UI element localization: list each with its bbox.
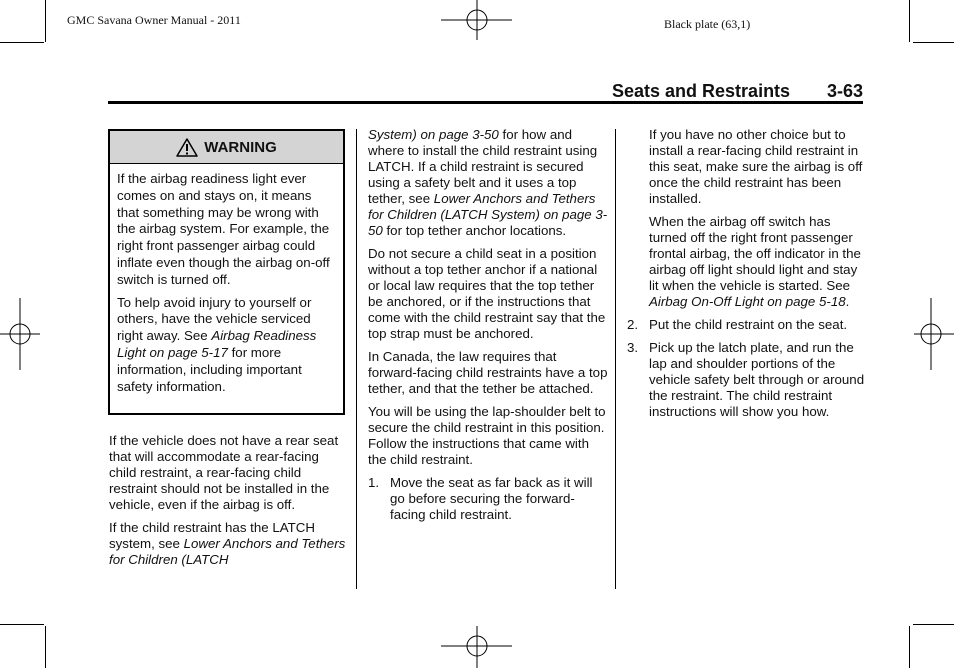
column-divider-1 (356, 129, 357, 589)
column-1 (109, 433, 349, 575)
step-2 (627, 317, 867, 333)
col1-reference-link[interactable]: Lower Anchors and Tethers for Children (LATCH (109, 536, 346, 567)
col1-paragraph-1: If the vehicle does not have a rear seat that will accommodate a rear-facing child restraint, a rear-facing child restraint should not be installed in the vehicle, even if the airbag is off. (109, 433, 339, 512)
col2-paragraph-3: In Canada, the law requires that forward-facing child restraints have a top tether, and that the tether be attached. (368, 349, 608, 396)
warning-reference-link[interactable]: Airbag Readiness Light on page 5-17 (117, 328, 317, 360)
page-number: 3-63 (827, 81, 864, 101)
col2-reference-link-2[interactable]: Lower Anchors and Tethers for Children (LATCH System) on page 3-50 (368, 191, 608, 238)
step-1-text: Move the seat as far back as it will go before securing the forward-facing child restraint. (390, 475, 593, 522)
warning-box (108, 129, 345, 415)
plate-number: Black plate (63,1) (664, 17, 751, 31)
warning-triangle-icon (176, 138, 198, 157)
col2-reference-link-1[interactable]: System) on page 3-50 (368, 127, 499, 142)
step-1 (368, 475, 608, 523)
header-rule (108, 101, 863, 104)
step-1-number: 1. (368, 475, 380, 490)
step-3-text: Pick up the latch plate, and run the lap and shoulder portions of the vehicle safety belt through or around the restraint. The child restraint instructions will show you how. (649, 340, 865, 419)
warning-header (110, 131, 343, 164)
step-3 (627, 340, 867, 420)
col2-paragraph-4: You will be using the lap-shoulder belt to secure the child restraint in this position. Follow the instructions that came with the child restraint. (368, 404, 606, 467)
col1-paragraph-2: If the child restraint has the LATCH system, see Lower Anchors and Tethers for Children (LATCH (109, 520, 346, 567)
plate-title: GMC Savana Owner Manual - 2011 (67, 13, 241, 27)
section-title: Seats and Restraints (612, 81, 791, 101)
col2-paragraph-1: System) on page 3-50 for how and where to install the child restraint using LATCH. If a child restraint is secured using a safety belt and it uses a top tether, see Lower Anchors and Tethers for Children (LATCH System) on page 3-50 for top tether anchor locations. (368, 127, 608, 238)
warning-title: WARNING (204, 138, 277, 156)
column-2 (368, 127, 608, 530)
col3-reference-link[interactable]: Airbag On-Off Light on page 5-18 (649, 294, 846, 309)
column-3 (627, 127, 867, 427)
step-2-number: 2. (627, 317, 639, 332)
col3-paragraph-2: When the airbag off switch has turned off the right front passenger frontal airbag, the off indicator in the airbag off light should light and stay lit when the vehicle is started. See Airbag On-Off Light on page 5-18. (649, 214, 861, 309)
col3-paragraph-1: If you have no other choice but to install a rear-facing child restraint in this seat, make sure the airbag is off once the child restraint has been installed. (649, 127, 863, 206)
warning-paragraph-2: To help avoid injury to yourself or others, have the vehicle serviced right away. See Airbag Readiness Light on page 5-17 for more information, including important safety information. (117, 294, 317, 394)
step-2-text: Put the child restraint on the seat. (649, 317, 848, 332)
warning-paragraph-1: If the airbag readiness light ever comes on and stays on, it means that something may be wrong with the airbag system. For example, the right front passenger airbag could inflate even though the airbag on-off switch is turned off. (117, 171, 330, 287)
col2-paragraph-2: Do not secure a child seat in a position without a top tether anchor if a national or local law requires that the top tether be anchored, or if the instructions that come with the child restraint say that the top strap must be anchored. (368, 246, 606, 341)
column-divider-2 (615, 129, 616, 589)
step-3-number: 3. (627, 340, 639, 355)
